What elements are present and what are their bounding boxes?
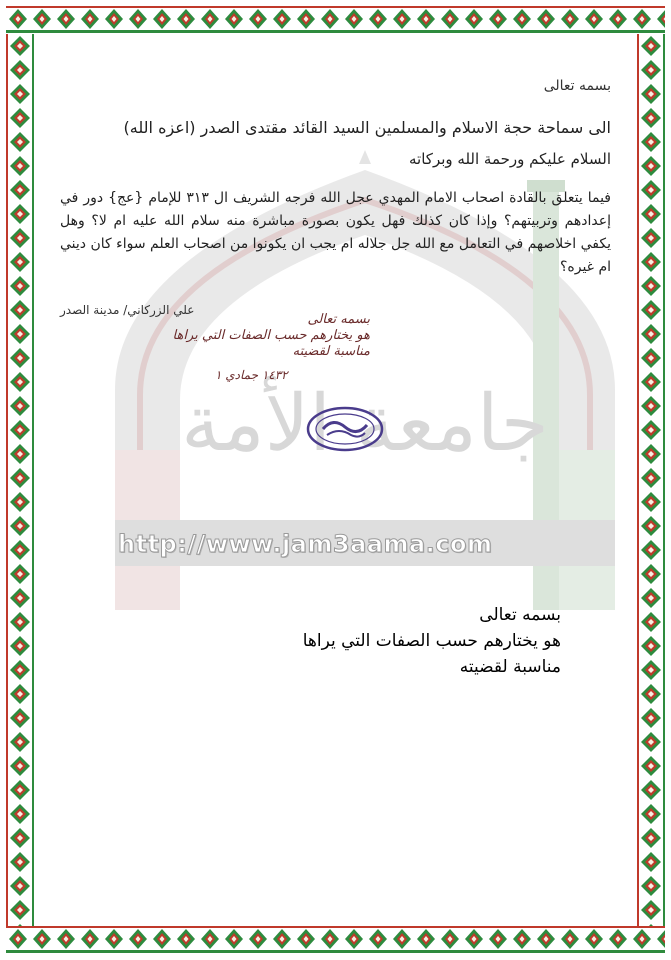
right-border <box>637 34 665 926</box>
left-border <box>6 34 34 926</box>
handwritten-reply-line3: مناسبة لقضيته <box>292 344 370 359</box>
letter-addressee: الى سماحة حجة الاسلام والمسلمين السيد القائد مقتدى الصدر (اعزه الله) <box>123 118 611 137</box>
letter-greeting: السلام عليكم ورحمة الله وبركاته <box>409 150 611 168</box>
official-seal-stamp <box>305 405 385 453</box>
svg-text:جامعة الأمة: جامعة الأمة <box>181 379 549 469</box>
handwritten-date: ١٤٣٢ جمادي ١ <box>215 368 288 382</box>
handwritten-reply-line1: بسمه تعالى <box>307 312 370 327</box>
letter-salutation: بسمه تعالى <box>543 78 611 94</box>
letter-question: فيما يتعلق بالقادة اصحاب الامام المهدي عجل الله فرجه الشريف ال ٣١٣ للإمام {عج} دور في إعدادهم وتربيتهم؟ وإذا كان كذلك فهل يكون بصورة مباشرة منه سلام الله عليه ام لا؟ وهل يكفي اخلاصهم في التعامل مع الله جل جلاله ام يجب ان يكونوا من اصحاب العلم سواء كان ديني ام غيره؟ <box>60 190 611 275</box>
watermark-url: http://www.jam3aama.com <box>118 530 493 558</box>
letter-signature: علي الزركاني/ مدينة الصدر <box>60 303 195 317</box>
letter-body <box>60 0 611 960</box>
typed-reply-line1: بسمه تعالى <box>479 605 561 625</box>
typed-reply-line2: هو يختارهم حسب الصفات التي يراها <box>302 631 561 651</box>
typed-reply-line3: مناسبة لقضيته <box>459 657 561 677</box>
handwritten-reply-line2: هو يختارهم حسب الصفات التي يراها <box>172 328 370 343</box>
handwritten-reply <box>125 312 370 364</box>
typed-reply <box>303 602 561 680</box>
